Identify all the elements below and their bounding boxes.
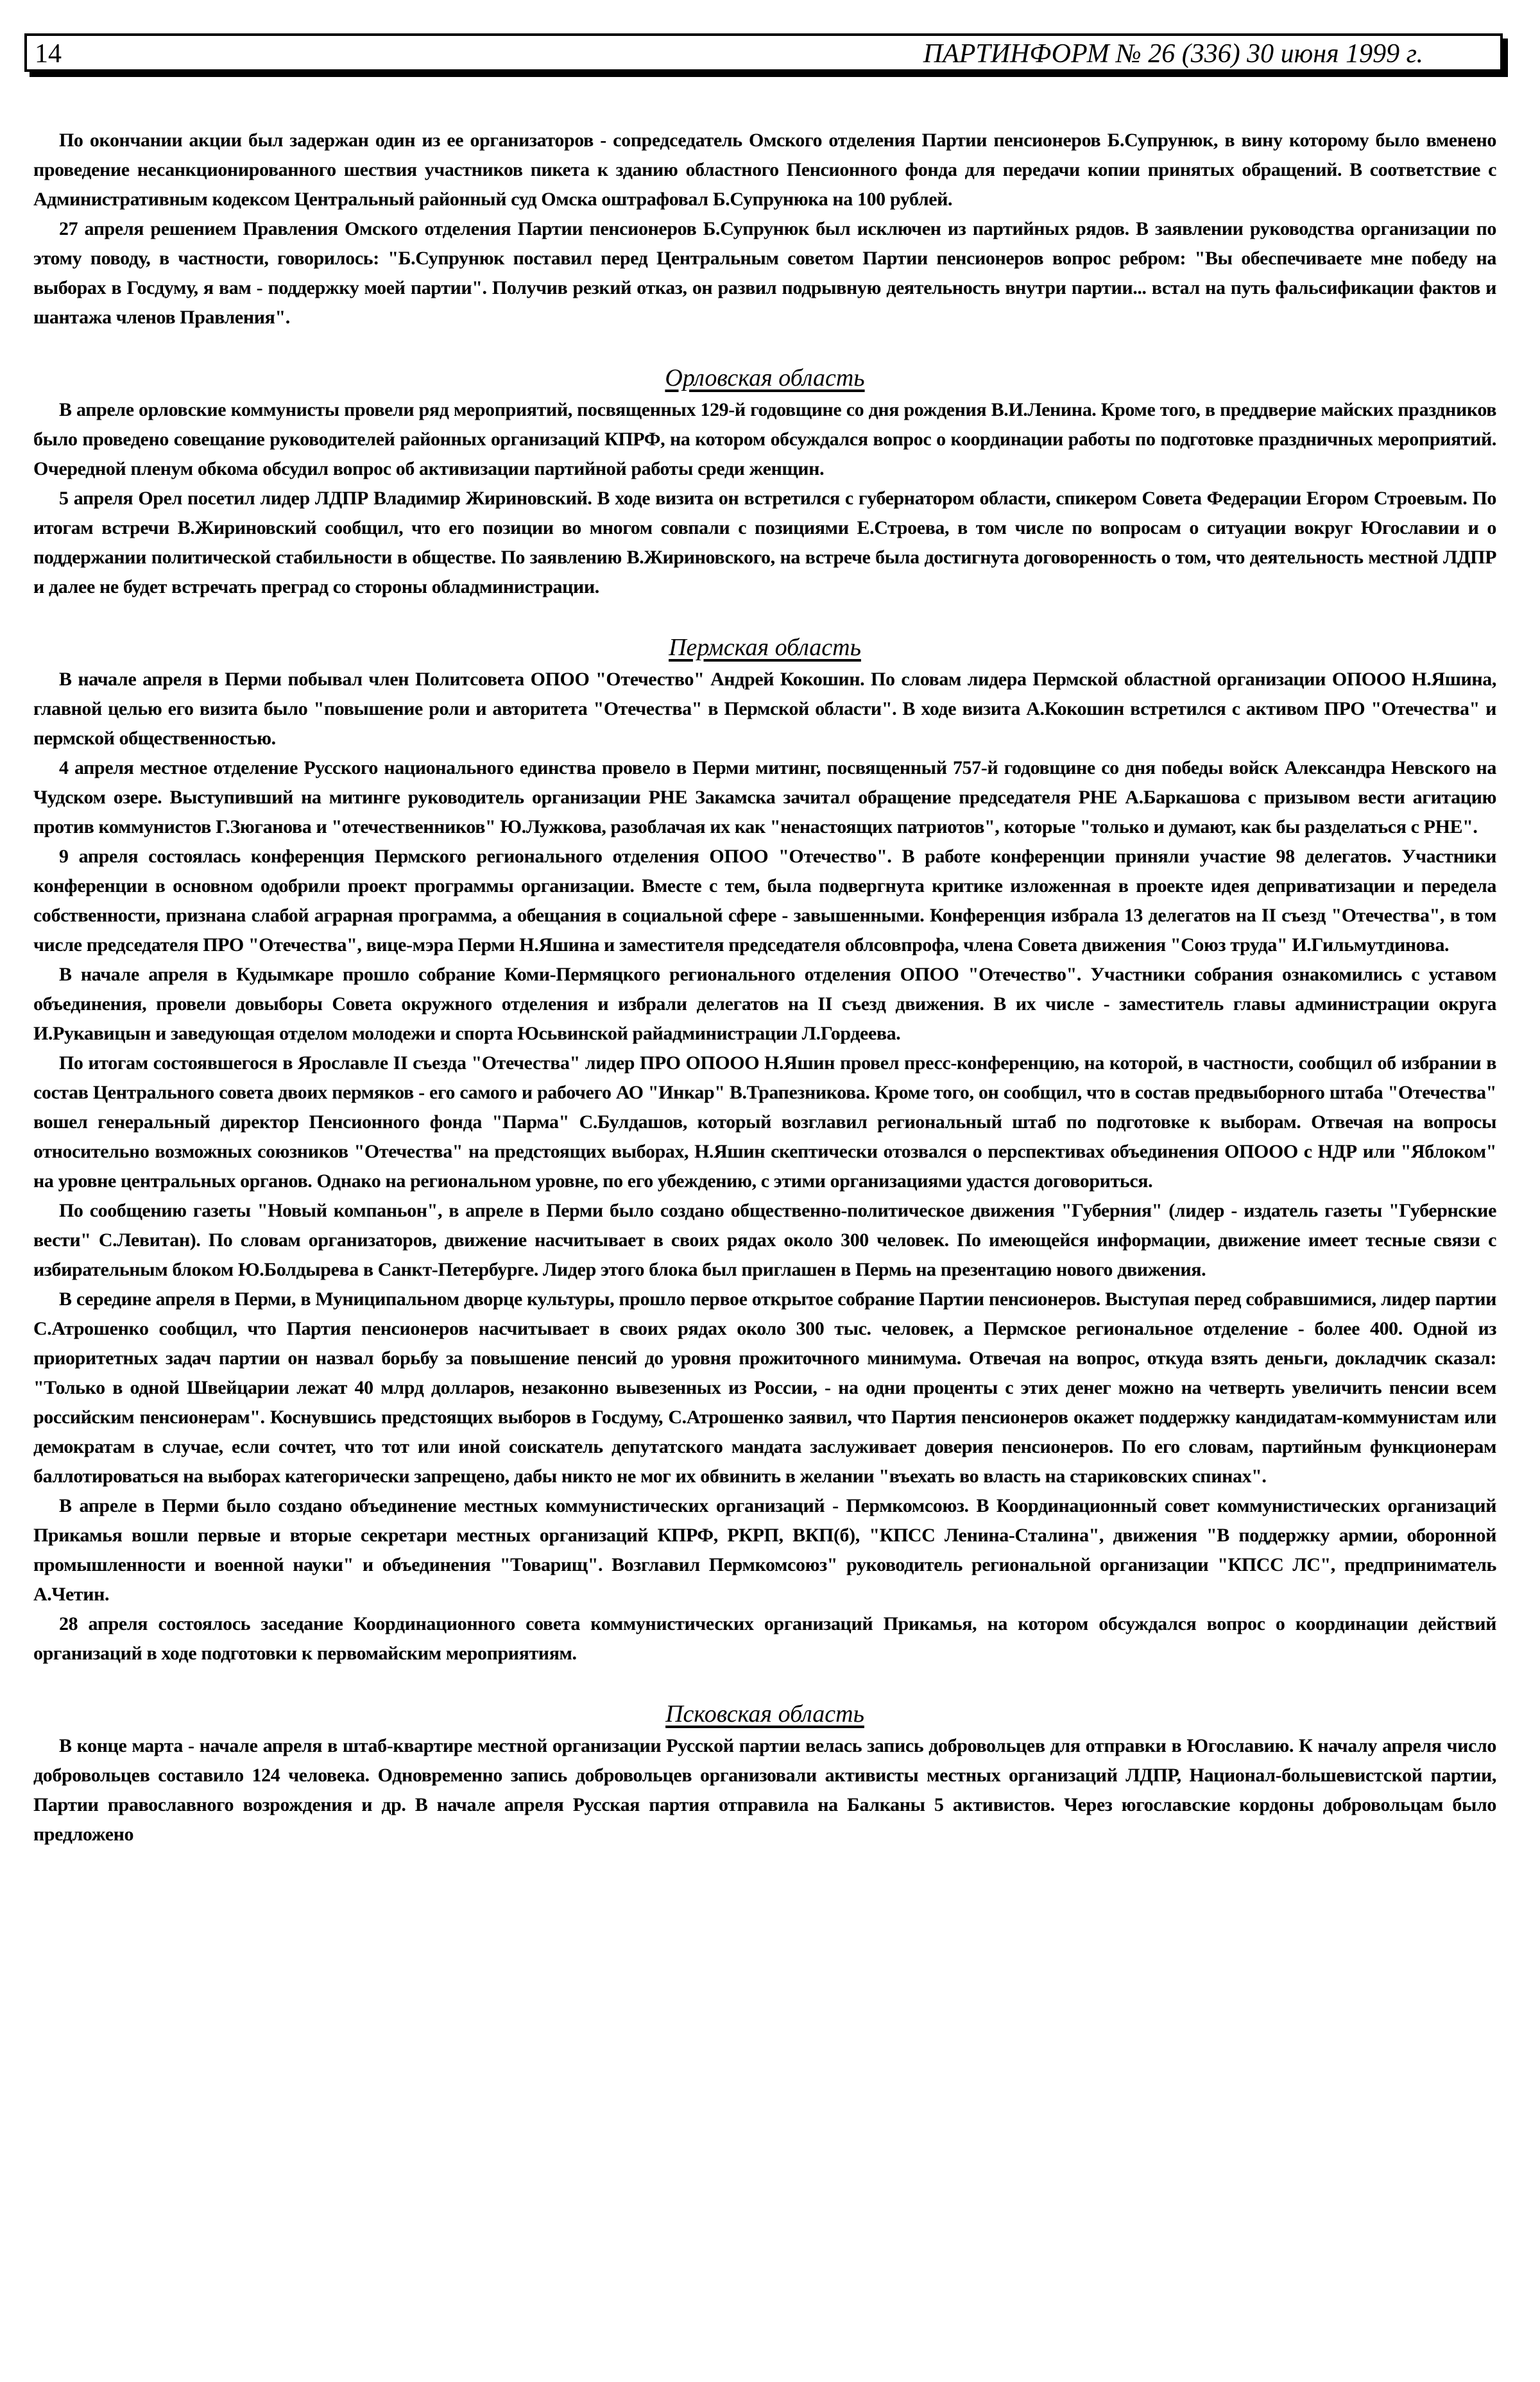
paragraph: 28 апреля состоялось заседание Координационного совета коммунистических организаций Прикамья, на котором обсуждался вопрос о координации действий организаций в ходе подготовки к первомайским мероприятиям. bbox=[33, 1613, 1496, 1664]
paragraph: 5 апреля Орел посетил лидер ЛДПР Владимир Жириновский. В ходе визита он встретился с губернатором области, спикером Совета Федерации Егором Строевым. По итогам встречи В.Жириновский сообщил, что его позиции во многом совпали с позициями Е.Строева, в том числе по вопросам о ситуации вокруг Югославии и о поддержании политической стабильности в обществе. По заявлению В.Жириновского, на встрече была достигнута договоренность о том, что деятельность местной ЛДПР и далее не будет встречать преград со стороны обладминистрации. bbox=[33, 488, 1496, 597]
publication-title: ПАРТИНФОРМ № 26 (336) 30 июня 1999 г. bbox=[923, 39, 1423, 69]
section-title-orel: Орловская область bbox=[665, 364, 865, 391]
paragraph: 27 апреля решением Правления Омского отделения Партии пенсионеров Б.Супрунюк был исключен из партийных рядов. В заявлении руководства организации по этому поводу, в частности, говорилось: "Б.Супрунюк поставил перед Центральным советом Партии пенсионеров вопрос ребром: "Вы обеспечиваете мне победу на выборах в Госдуму, я вам - поддержку моей партии". Получив резкий отказ, он развил подрывную деятельность внутри партии... встал на путь фальсификации фактов и шантажа членов Правления". bbox=[33, 218, 1496, 328]
paragraph: В апреле в Перми было создано объединение местных коммунистических организаций - Пермкомсоюз. В Координационный совет коммунистических организаций Прикамья вошли первые и вторые секретари местных организаций КПРФ, РКРП, ВКП(б), "КПСС Ленина-Сталина", движения "В поддержку армии, оборонной промышленности и военной науки" и объединения "Товарищ". Возглавил Пермкомсоюз" руководитель региональной организации "КПСС ЛС", предприниматель А.Четин. bbox=[33, 1495, 1496, 1605]
section-title-perm: Пермская область bbox=[669, 634, 861, 661]
paragraph: В середине апреля в Перми, в Муниципальном дворце культуры, прошло первое открытое собрание Партии пенсионеров. Выступая перед собравшимися, лидер партии С.Атрошенко сообщил, что Партия пенсионеров насчитывает в своих рядах около 300 тыс. человек, а Пермское региональное отделение - более 400. Одной из приоритетных задач партии он назвал борьбу за повышение пенсий до уровня прожиточного минимума. Отвечая на вопрос, откуда взять деньги, докладчик сказал: "Только в одной Швейцарии лежат 40 млрд долларов, незаконно вывезенных из России, - на одни проценты с этих денег можно на четверть увеличить пенсии всем российским пенсионерам". Коснувшись предстоящих выборов в Госдуму, С.Атрошенко заявил, что Партия пенсионеров окажет поддержку кандидатам-коммунистам или демократам в случае, если сочтет, что тот или иной соискатель депутатского мандата заслуживает доверия пенсионеров. По его словам, партийным функционерам баллотироваться на выборах категорически запрещено, дабы никто не мог их обвинить в желании "въехать во власть на стариковских спинах". bbox=[33, 1289, 1496, 1487]
paragraph: 9 апреля состоялась конференция Пермского регионального отделения ОПОО "Отечество". В работе конференции приняли участие 98 делегатов. Участники конференции в основном одобрили проект программы организации. Вместе с тем, была подвергнута критике изложенная в проекте идея деприватизации и передела собственности, признана слабой аграрная программа, а обещания в социальной сфере - завышенными. Конференция избрала 13 делегатов на II съезд "Отечества", в том числе председателя ПРО "Отечества", вице-мэра Перми Н.Яшина и заместителя председателя облсовпрофа, члена Совета движения "Союз труда" И.Гильмутдинова. bbox=[33, 846, 1496, 955]
section-heading bbox=[33, 1698, 1496, 1730]
paragraph: В апреле орловские коммунисты провели ряд мероприятий, посвященных 129-й годовщине со дня рождения В.И.Ленина. Кроме того, в преддверие майских праздников было проведено совещание руководителей районных организаций КПРФ, на котором обсуждался вопрос о координации работы по подготовке праздничных мероприятий. Очередной пленум обкома обсудил вопрос об активизации партийной работы среди женщин. bbox=[33, 399, 1496, 479]
section-heading bbox=[33, 631, 1496, 664]
paragraph: По окончании акции был задержан один из ее организаторов - сопредседатель Омского отделения Партии пенсионеров Б.Супрунюк, в вину которому было вменено проведение несанкционированного шествия участников пикета к зданию областного Пенсионного фонда для передачи копии принятых обращений. В соответствие с Административным кодексом Центральный районный суд Омска оштрафовал Б.Супрунюка на 100 рублей. bbox=[33, 130, 1496, 210]
section-heading bbox=[33, 362, 1496, 394]
paragraph: В начале апреля в Кудымкаре прошло собрание Коми-Пермяцкого регионального отделения ОПОО "Отечество". Участники собрания ознакомились с уставом объединения, провели довыборы Совета окружного отделения и избрали делегатов на II съезд движения. В их числе - заместитель главы администрации округа И.Рукавицын и заведующая отделом молодежи и спорта Юсьвинской райадминистрации Л.Гордеева. bbox=[33, 964, 1496, 1044]
paragraph: По сообщению газеты "Новый компаньон", в апреле в Перми было создано общественно-политическое движения "Губерния" (лидер - издатель газеты "Губернские вести" С.Левитан). По словам организаторов, движение насчитывает в своих рядах около 300 человек. По имеющейся информации, движение имеет тесные связи с избирательным блоком Ю.Болдырева в Санкт-Петербурге. Лидер этого блока был приглашен в Пермь на презентацию нового движения. bbox=[33, 1200, 1496, 1280]
article-body bbox=[33, 126, 1496, 1849]
page-header bbox=[24, 33, 1503, 72]
paragraph: 4 апреля местное отделение Русского национального единства провело в Перми митинг, посвященный 757-й годовщине со дня победы войск Александра Невского на Чудском озере. Выступивший на митинге руководитель организации РНЕ Закамска зачитал обращение председателя РНЕ А.Баркашова с призывом вести агитацию против коммунистов Г.Зюганова и "отечественников" Ю.Лужкова, разоблачая их как "ненастоящих патриотов", которые "только и думают, как бы разделаться с РНЕ". bbox=[33, 757, 1496, 837]
section-title-pskov: Псковская область bbox=[665, 1701, 864, 1727]
paragraph: В начале апреля в Перми побывал член Политсовета ОПОО "Отечество" Андрей Кокошин. По словам лидера Пермской областной организации ОПООО Н.Яшина, главной целью его визита было "повышение роли и авторитета "Отечества" в Пермской области". В ходе визита А.Кокошин встретился с активом ПРО "Отечества" и пермской общественностью. bbox=[33, 669, 1496, 749]
paragraph: По итогам состоявшегося в Ярославле II съезда "Отечества" лидер ПРО ОПООО Н.Яшин провел пресс-конференцию, на которой, в частности, сообщил об избрании в состав Центрального совета двоих пермяков - его самого и рабочего АО "Инкар" В.Трапезникова. Кроме того, он сообщил, что в состав предвыборного штаба "Отечества" вошел генеральный директор Пенсионного фонда "Парма" С.Булдашов, который возглавил региональный штаб по подготовке к выборам. Отвечая на вопросы относительно возможных союзников "Отечества" на предстоящих выборах, Н.Яшин скептически отозвался о перспективах объединения ОПООО с НДР или "Яблоком" на уровне центральных органов. Однако на региональном уровне, по его убеждению, с этими организациями удастся договориться. bbox=[33, 1052, 1496, 1192]
paragraph: В конце марта - начале апреля в штаб-квартире местной организации Русской партии велась запись добровольцев для отправки в Югославию. К началу апреля число добровольцев составило 124 человека. Одновременно запись добровольцев организовали активисты местных организаций ЛДПР, Национал-большевистской партии, Партии православного возрождения и др. В начале апреля Русская партия отправила на Балканы 5 активистов. Через югославские кордоны добровольцам было предложено bbox=[33, 1735, 1496, 1845]
page-number: 14 bbox=[35, 39, 62, 69]
